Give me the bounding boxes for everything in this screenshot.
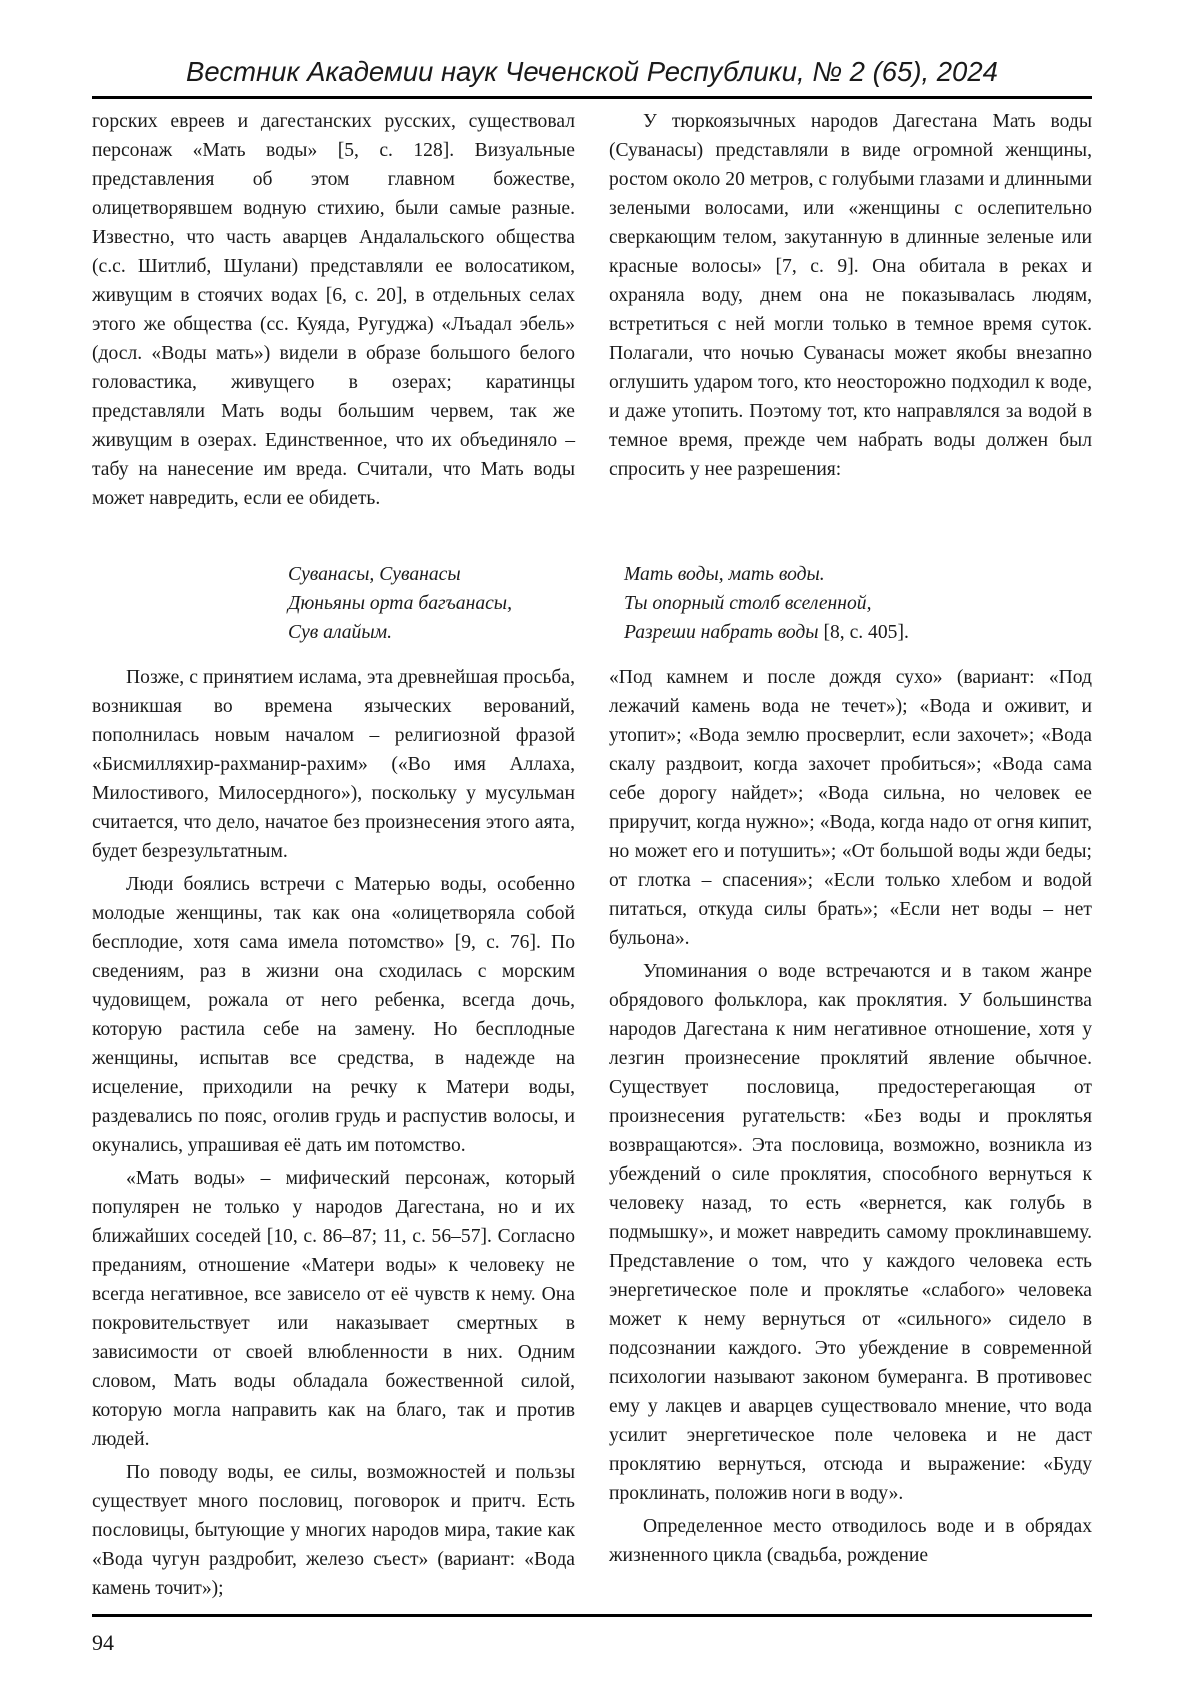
poem-line-last	[624, 618, 909, 647]
header-rule	[92, 96, 1092, 99]
poem-line: Дюньяны орта багъанасы,	[288, 593, 512, 614]
poem-line: Мать воды, мать воды.	[624, 564, 825, 585]
paragraph: Люди боялись встречи с Матерью воды, особенно молодые женщины, так как она «олицетворяла собой бесплодие, хотя сама имела потомство» [9, с. 76]. По сведениям, раз в жизни она сходилась с морским чудовищем, рожала от него ребенка, всегда дочь, которую растила себе на замену. Но бесплодные женщины, испытав все средства, в надежде на исцеление, приходили на речку к Матери воды, раздевались по пояс, оголив грудь и распустив волосы, и окунались, упрашивая её дать им потомство.	[92, 874, 575, 1156]
paragraph: У тюркоязычных народов Дагестана Мать воды (Суванасы) представляли в виде огромной женщины, ростом около 20 метров, с голубыми глазами и длинными зелеными волосами, или «женщины с ослепительно сверкающим телом, закутанную в длинные зеленые или красные волосы» [7, с. 9]. Она обитала в реках и охраняла воду, днем она не показывалась людям, встретиться с ней могли только в темное время суток. Полагали, что ночью Суванасы может якобы внезапно оглушить ударом того, кто неосторожно подходил к воде, и даже утопить. Поэтому тот, кто направлялся за водой в темное время, прежде чем набрать воды должен был спросить у нее разрешения:	[609, 111, 1092, 480]
right-column-top	[609, 107, 1092, 484]
left-column-top	[92, 107, 575, 513]
paragraph: Определенное место отводилось воде и в обрядах жизненного цикла (свадьба, рождение	[609, 1516, 1092, 1566]
paragraph: «Под камнем и после дождя сухо» (вариант: «Под лежачий камень вода не течет»); «Вода и оживит, и утопит»; «Вода землю просверлит, если захочет»; «Вода скалу раздвоит, когда захочет пробиться»; «Вода сама себе дорогу найдет»; «Вода сильна, но человек ее приручит, когда нужно»; «Вода, когда надо от огня кипит, но может его и потушить»; «От большой воды жди беды; от глотка – спасения»; «Если только хлебом и водой питаться, откуда силы брать»; «Если нет воды – нет бульона».	[609, 667, 1092, 949]
left-column-bottom	[92, 663, 575, 1603]
poem-line: Разреши набрать воды	[624, 622, 819, 643]
paragraph: По поводу воды, ее силы, возможностей и пользы существует много пословиц, поговорок и притч. Есть пословицы, бытующие у многих народов мира, такие как «Вода чугун раздробит, железо съест» (вариант: «Вода камень точит»);	[92, 1462, 575, 1599]
paragraph: «Мать воды» – мифический персонаж, который популярен не только у народов Дагестана, но и их ближайших соседей [10, с. 86–87; 11, с. 56–57]. Согласно преданиям, отношение «Матери воды» к человеку не всегда негативное, все зависело от её чувств к нему. Она покровительствует или наказывает смертных в зависимости от своей влюбленности в них. Одним словом, Мать воды обладала божественной силой, которую могла направить как на благо, так и против людей.	[92, 1168, 575, 1450]
paragraph: Позже, с принятием ислама, эта древнейшая просьба, возникшая во времена языческих верований, пополнилась новым началом – религиозной фразой «Бисмилляхир-рахманир-рахим» («Во имя Аллаха, Милостивого, Милосердного»), поскольку у мусульман считается, что дело, начатое без произнесения этого аята, будет безрезультатным.	[92, 667, 575, 862]
footer-rule	[92, 1614, 1092, 1617]
page-number: 94	[92, 1630, 114, 1655]
paragraph: горских евреев и дагестанских русских, существовал персонаж «Мать воды» [5, с. 128]. Визуальные представления об этом главном божестве, олицетворявшем водную стихию, были самые разные. Известно, что часть аварцев Андалальского общества (с.с. Шитлиб, Шулани) представляли ее волосатиком, живущим в стоячих водах [6, с. 20], в отдельных селах этого же общества (сс. Куяда, Ругуджа) «Лъадал эбель» (досл. «Воды мать») видели в образе большого белого головастика, живущего в озерах; каратинцы представляли Мать воды большим червем, так же живущим в озерах. Единственное, что их объединяло – табу на нанесение им вреда. Считали, что Мать воды может навредить, если ее обидеть.	[92, 111, 575, 509]
poem-line: Ты опорный столб вселенной,	[624, 593, 872, 614]
poem-line: Сув алайым.	[288, 622, 393, 643]
paragraph: Упоминания о воде встречаются и в таком жанре обрядового фольклора, как проклятия. У большинства народов Дагестана к ним негативное отношение, хотя у лезгин произнесение проклятий явление обычное. Существует пословица, предостерегающая от произнесения ругательств: «Без воды и проклятья возвращаются». Эта пословица, возможно, возникла из убеждений о силе проклятия, способного вернуться к человеку назад, то есть «вернется, как голубь в подмышку», и может навредить самому проклинавшему. Представление о том, что у каждого человека есть энергетическое поле и проклятье «слабого» человека может к нему вернуться от «сильного» сидело в подсознании каждого. Это убеждение в современной психологии называют законом бумеранга. В противовес ему у лакцев и аварцев существовало мнение, что вода усилит энергетическое поле человека и не даст проклятию вернуться, отсюда и выражение: «Буду проклинать, положив ноги в воду».	[609, 961, 1092, 1504]
poem-translation	[624, 560, 909, 647]
right-column-bottom	[609, 663, 1092, 1570]
poem-line: Суванасы, Суванасы	[288, 564, 461, 585]
journal-header: Вестник Академии наук Чеченской Республики, № 2 (65), 2024	[186, 56, 998, 87]
citation: [8, с. 405].	[818, 622, 909, 643]
poem-original	[288, 560, 512, 647]
